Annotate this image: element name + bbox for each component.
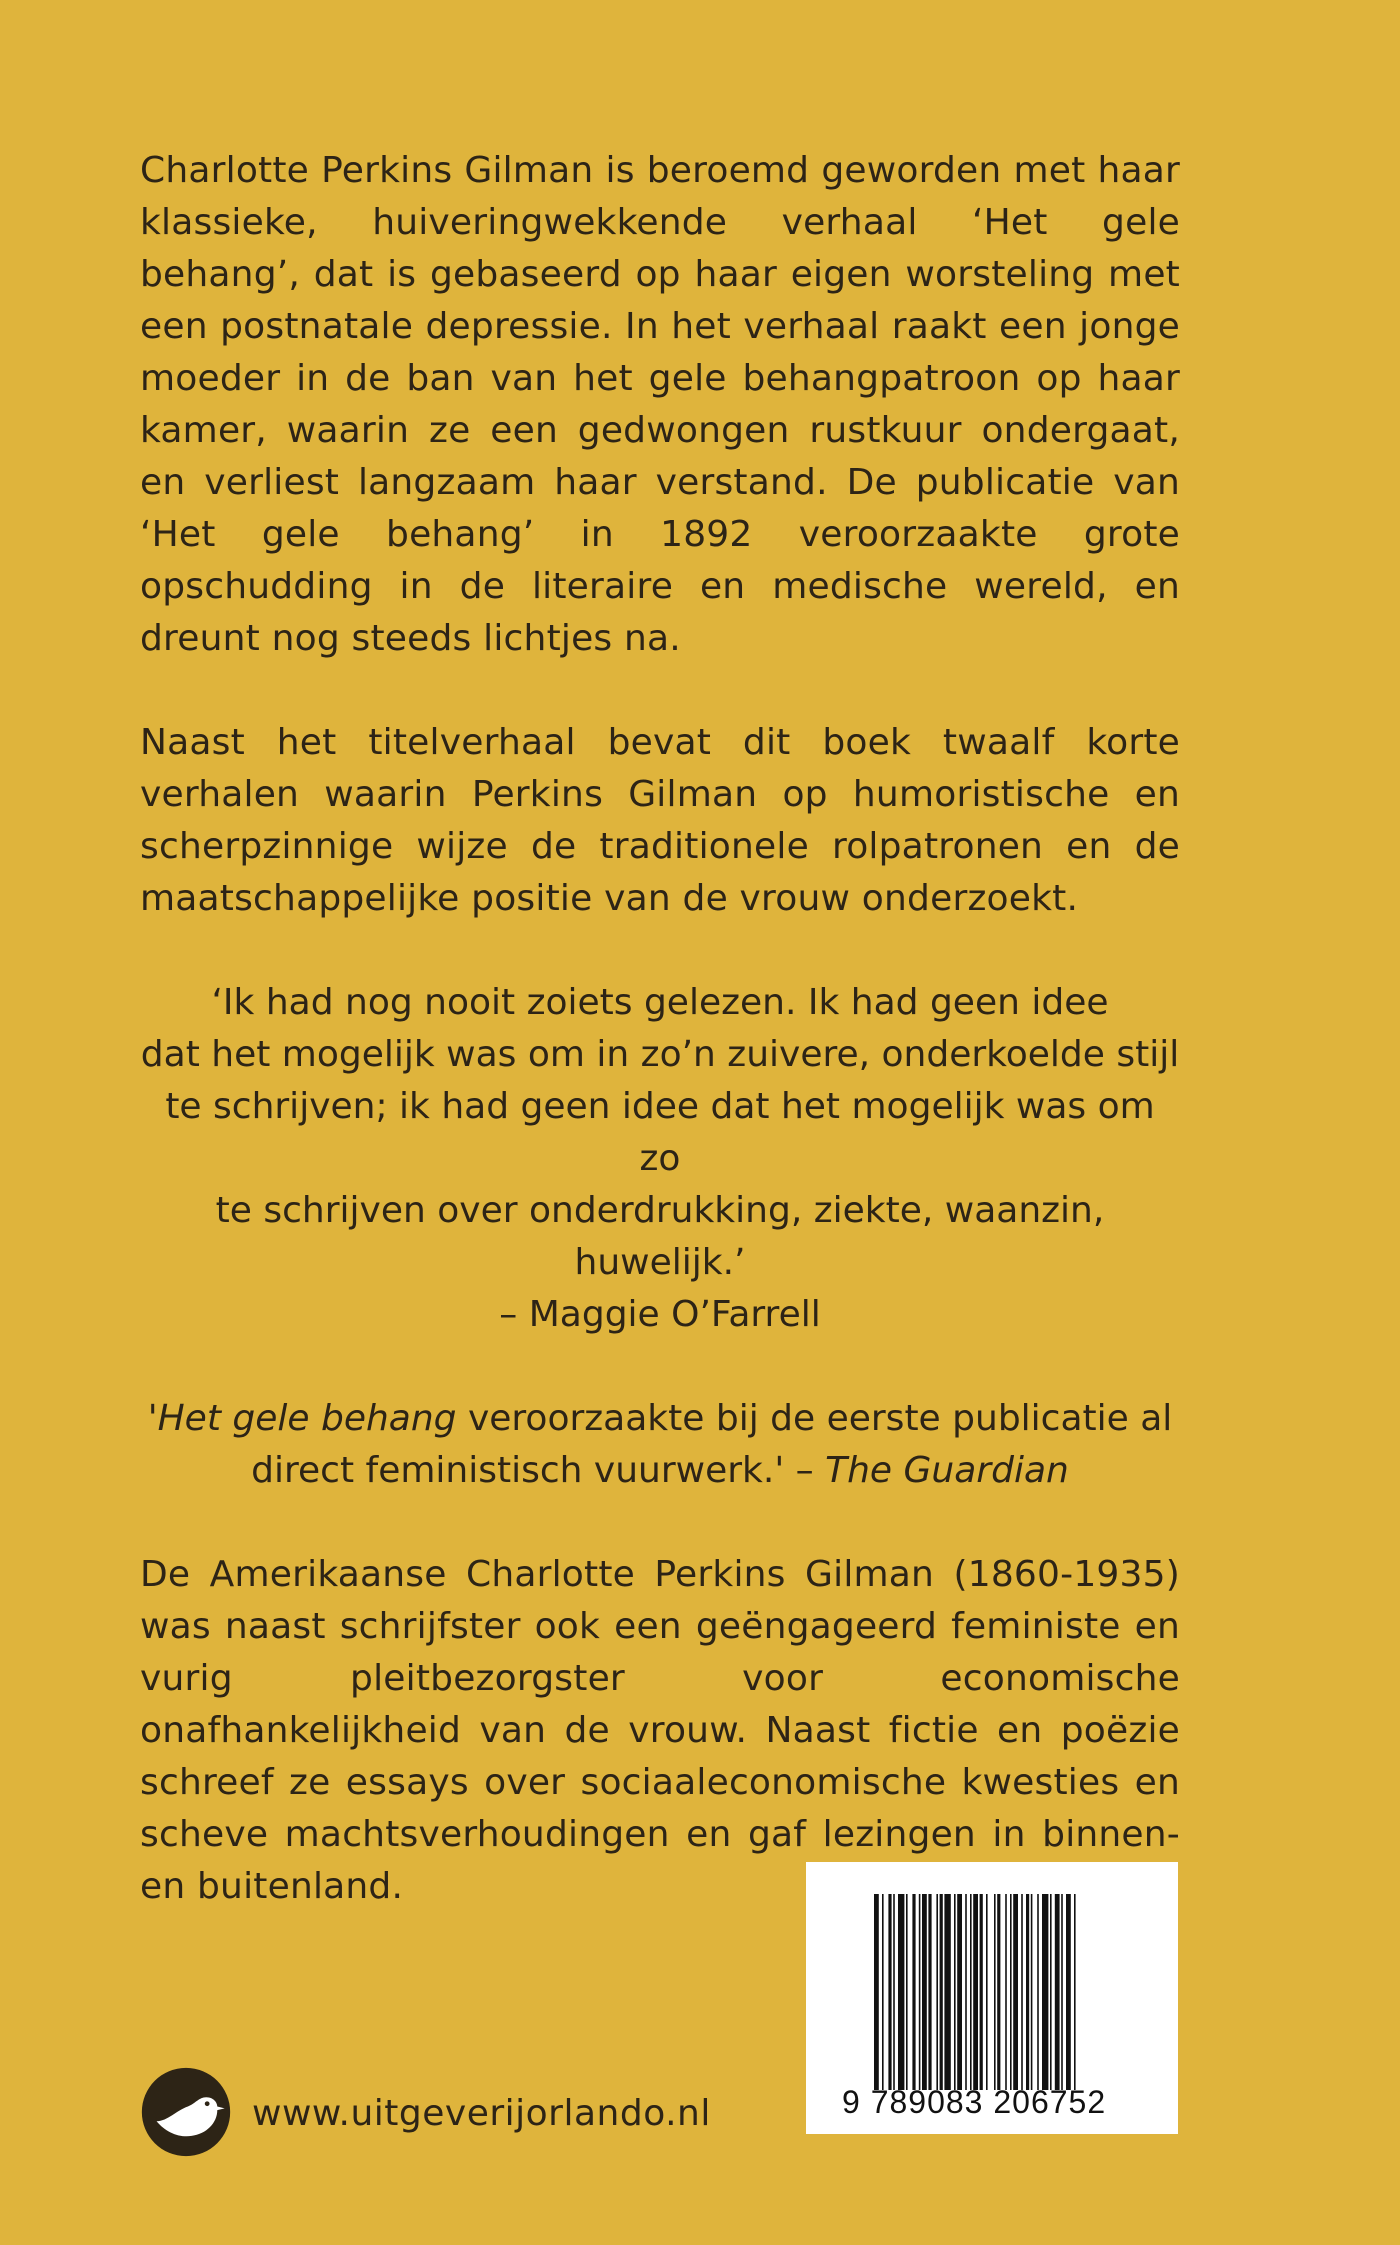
barcode-bar [973, 1894, 978, 2090]
summary-paragraph: Charlotte Perkins Gilman is beroemd geworden met haar klassieke, huiveringwekkende verhaal ‘Het gele behang’, dat is gebaseerd op haar eigen worsteling met een postnatale depressie. In het verhaal raakt een jonge moeder in de ban van het gele behangpatroon op haar kamer, waarin ze een gedwongen rustkuur ondergaat, en verliest langzaam haar verstand. De publicatie van ‘Het gele behang’ in 1892 veroorzaakte grote opschudding in de literaire en medische wereld, en dreunt nog steeds lichtjes na. [140, 150, 1180, 659]
barcode-bar [1074, 1894, 1076, 2090]
quote-open-mark: ' [147, 1398, 158, 1439]
barcode-bars [874, 1894, 1142, 2090]
review-quote-guardian [140, 1393, 1180, 1497]
barcode-bar [888, 1894, 891, 2090]
barcode-bar [928, 1894, 931, 2090]
isbn-barcode [806, 1862, 1178, 2134]
barcode-bar [893, 1894, 895, 2090]
barcode-bar [994, 1894, 996, 2090]
publisher-website[interactable]: www.uitgeverijorlando.nl [252, 2093, 711, 2134]
barcode-bar [912, 1894, 915, 2090]
barcode-bar [874, 1894, 879, 2090]
barcode-bar [940, 1894, 943, 2090]
barcode-bar [1021, 1894, 1023, 2090]
quote-line: te schrijven; ik had geen idee dat het mogelijk was om zo [165, 1086, 1155, 1179]
isbn-number: 9 789083 206752 [842, 2084, 1107, 2120]
barcode-bar [919, 1894, 921, 2090]
barcode-bar [1031, 1894, 1033, 2090]
author-bio-paragraph: De Amerikaanse Charlotte Perkins Gilman (1860-1935) was naast schrijfster ook een geëngageerd feministe en vurig pleitbezorgster voor economische onafhankelijkheid van de vrouw. Naast fictie en poëzie schreef ze essays over sociaaleconomische kwesties en scheve machtsverhoudingen en gaf lezingen in binnen- en buitenland. [140, 1554, 1180, 1907]
bird-logo-icon [140, 2066, 232, 2158]
barcode-bar [1066, 1894, 1071, 2090]
quote-line: ‘Ik had nog nooit zoiets gelezen. Ik had geen idee [211, 982, 1109, 1023]
barcode-bar [882, 1894, 884, 2090]
barcode-bar [936, 1894, 938, 2090]
quote-line: dat het mogelijk was om in zo’n zuivere, onderkoelde stijl [140, 1034, 1180, 1075]
quote-line [140, 1445, 1180, 1497]
barcode-bar [957, 1894, 962, 2090]
review-quote-ofarrell [140, 977, 1180, 1341]
barcode-bar [1026, 1894, 1029, 2090]
quote-attribution: – Maggie O’Farrell [499, 1294, 821, 1335]
barcode-bar [954, 1894, 956, 2090]
barcode-bar [980, 1894, 983, 2090]
barcode-bar [986, 1894, 988, 2090]
quote-line: te schrijven over onderdrukking, ziekte, waanzin, huwelijk.’ [215, 1190, 1105, 1283]
barcode-bar [997, 1894, 1000, 2090]
barcode-bar [1050, 1894, 1052, 2090]
contents-paragraph: Naast het titelverhaal bevat dit boek twaalf korte verhalen waarin Perkins Gilman op humoristische en scherpzinnige wijze de traditionele rolpatronen en de maatschappelijke positie van de vrouw onderzoekt. [140, 722, 1180, 919]
quote-text: direct feministisch vuurwerk.' – [251, 1450, 826, 1491]
barcode-bar [965, 1894, 967, 2090]
barcode-bar [944, 1894, 950, 2090]
barcode-bar [1061, 1894, 1063, 2090]
barcode-bar [898, 1894, 904, 2090]
barcode-bar [1005, 1894, 1007, 2090]
barcode-bar [1042, 1894, 1048, 2090]
barcode-bar [906, 1894, 908, 2090]
barcode-bar [1037, 1894, 1039, 2090]
back-cover-text [140, 145, 1180, 1913]
book-title-italic: Het gele behang [157, 1398, 457, 1439]
barcode-bar [970, 1894, 972, 2090]
barcode-bar [1010, 1894, 1012, 2090]
quote-source: The Guardian [825, 1450, 1069, 1491]
quote-line [140, 1393, 1180, 1445]
quote-text: veroorzaakte bij de eerste publicatie al [456, 1398, 1173, 1439]
barcode-bar [1013, 1894, 1018, 2090]
barcode-bar [922, 1894, 927, 2090]
barcode-bar [1055, 1894, 1060, 2090]
